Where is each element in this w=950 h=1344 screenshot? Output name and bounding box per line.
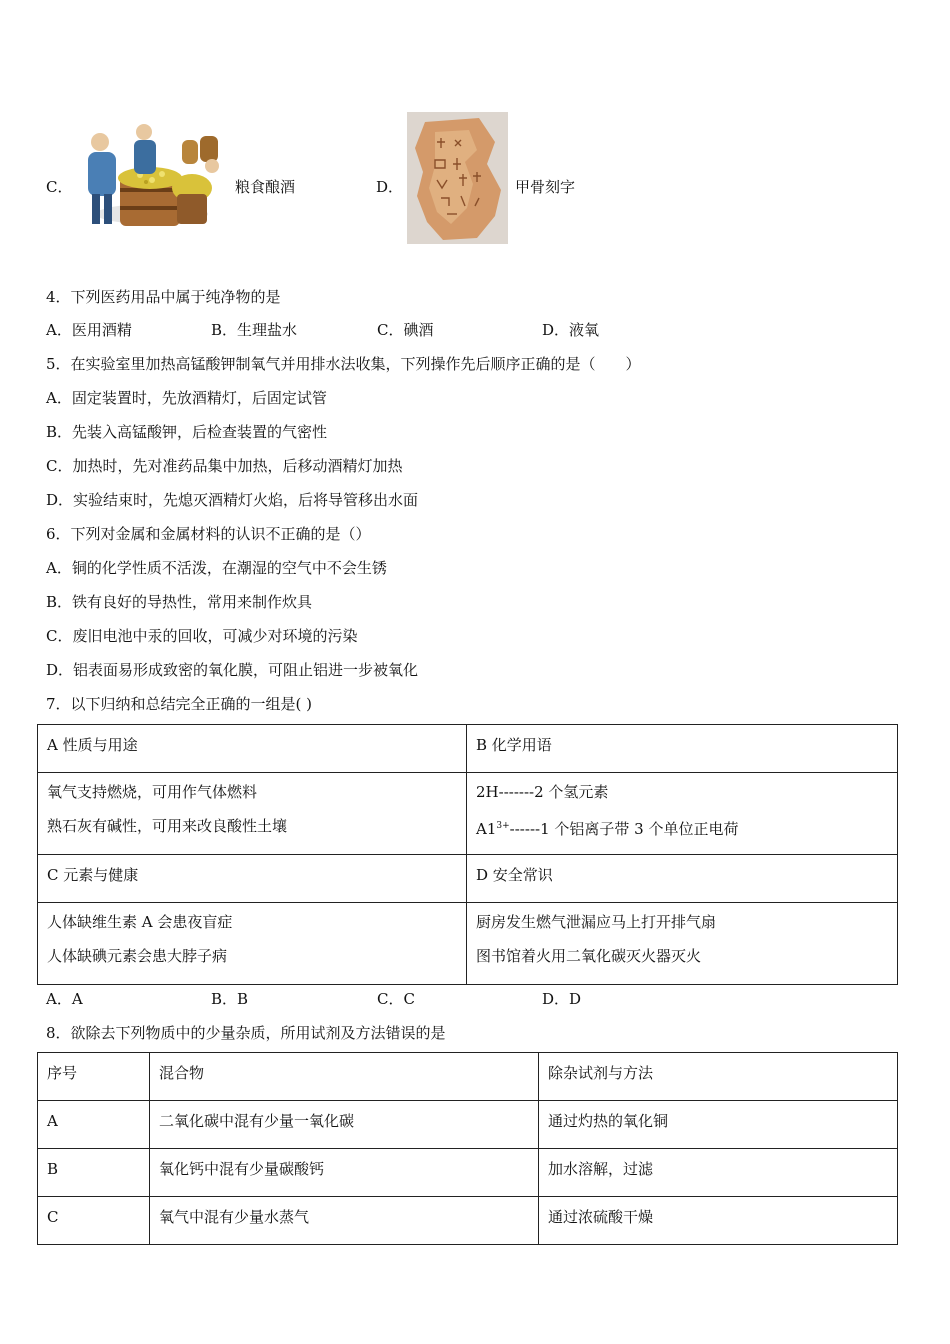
- q8-stem: 8．欲除去下列物质中的少量杂质，所用试剂及方法错误的是: [46, 1024, 446, 1042]
- q5-option-a: A．固定装置时，先放酒精灯，后固定试管: [46, 389, 327, 407]
- q4-option-d: D．液氧: [542, 321, 600, 339]
- q8-header-index: 序号: [38, 1053, 150, 1101]
- q7-c-line1: 人体缺维生素 A 会患夜盲症: [47, 913, 233, 931]
- q4-option-c: C．碘酒: [377, 321, 434, 339]
- q8-row-b-mixture: 氧化钙中混有少量碳酸钙: [150, 1149, 539, 1197]
- q3-option-c-text: 粮食酿酒: [235, 178, 296, 196]
- q6-option-d: D．铝表面易形成致密的氧化膜，可阻止铝进一步被氧化: [46, 661, 419, 679]
- q8-row-a-mixture: 二氧化碳中混有少量一氧化碳: [150, 1101, 539, 1149]
- q7-option-a: A．A: [46, 990, 83, 1008]
- q7-b-line1: 2H-------2 个氢元素: [476, 783, 609, 801]
- q7-option-b: B．B: [211, 990, 249, 1008]
- q8-row-a-index: A: [38, 1101, 150, 1149]
- q8-row-c-mixture: 氧气中混有少量水蒸气: [150, 1197, 539, 1245]
- q7-cell-b-body: [467, 773, 898, 855]
- q7-cell-c-body: [38, 903, 467, 985]
- q7-cell-c-head: C 元素与健康: [38, 855, 467, 903]
- q5-option-b: B．先装入高锰酸钾，后检查装置的气密性: [46, 423, 328, 441]
- q8-header-method: 除杂试剂与方法: [539, 1053, 898, 1101]
- q7-cell-d-head: D 安全常识: [467, 855, 898, 903]
- q4-stem: 4．下列医药用品中属于纯净物的是: [46, 288, 281, 306]
- oracle-bone-inscription-image: [407, 112, 508, 244]
- grain-wine-brewing-illustration: [82, 118, 224, 242]
- q4-option-a: A．医用酒精: [46, 321, 132, 339]
- q8-row-c-index: C: [38, 1197, 150, 1245]
- q3-option-c-label: C．: [46, 178, 73, 196]
- q6-option-c: C．废旧电池中汞的回收，可减少对环境的污染: [46, 627, 358, 645]
- q5-option-d: D．实验结束时，先熄灭酒精灯火焰，后将导管移出水面: [46, 491, 419, 509]
- q7-c-line2: 人体缺碘元素会患大脖子病: [47, 947, 228, 965]
- q7-cell-a-body: [38, 773, 467, 855]
- q3-option-d-text: 甲骨刻字: [515, 178, 576, 196]
- q8-table-row: [38, 1197, 898, 1245]
- q8-row-a-method: 通过灼热的氧化铜: [539, 1101, 898, 1149]
- q7-b-line2: $A1^{3+}------1$ 个铝离子带 3 个单位正电荷: [476, 820, 739, 838]
- q6-option-a: A．铜的化学性质不活泼，在潮湿的空气中不会生锈: [46, 559, 387, 577]
- q8-table-row: [38, 1101, 898, 1149]
- q7-cell-b-head: B 化学用语: [467, 725, 898, 773]
- q4-option-b: B．生理盐水: [211, 321, 298, 339]
- q6-stem: 6．下列对金属和金属材料的认识不正确的是（）: [46, 525, 371, 543]
- q8-table-row: [38, 1149, 898, 1197]
- q8-row-b-method: 加水溶解，过滤: [539, 1149, 898, 1197]
- q8-row-c-method: 通过浓硫酸干燥: [539, 1197, 898, 1245]
- q6-option-b: B．铁有良好的导热性，常用来制作炊具: [46, 593, 313, 611]
- q7-stem: 7．以下归纳和总结完全正确的一组是( ): [46, 695, 313, 713]
- q7-a-line2: 熟石灰有碱性，可用来改良酸性土壤: [47, 817, 288, 835]
- q7-option-d: D．D: [542, 990, 582, 1008]
- q7-cell-d-body: [467, 903, 898, 985]
- q7-d-line2: 图书馆着火用二氧化碳灭火器灭火: [476, 947, 702, 965]
- q3-option-d-label: D．: [376, 178, 404, 196]
- q8-table: [37, 1052, 898, 1245]
- q7-cell-a-head: A 性质与用途: [38, 725, 467, 773]
- q8-header-mixture: 混合物: [150, 1053, 539, 1101]
- q7-d-line1: 厨房发生燃气泄漏应马上打开排气扇: [476, 913, 717, 931]
- q7-option-c: C．C: [377, 990, 415, 1008]
- q5-stem: 5．在实验室里加热高锰酸钾制氧气并用排水法收集，下列操作先后顺序正确的是（ ）: [46, 355, 641, 373]
- q7-table: [37, 724, 898, 985]
- q5-option-c: C．加热时，先对准药品集中加热，后移动酒精灯加热: [46, 457, 403, 475]
- q7-a-line1: 氧气支持燃烧，可用作气体燃料: [47, 783, 258, 801]
- q8-row-b-index: B: [38, 1149, 150, 1197]
